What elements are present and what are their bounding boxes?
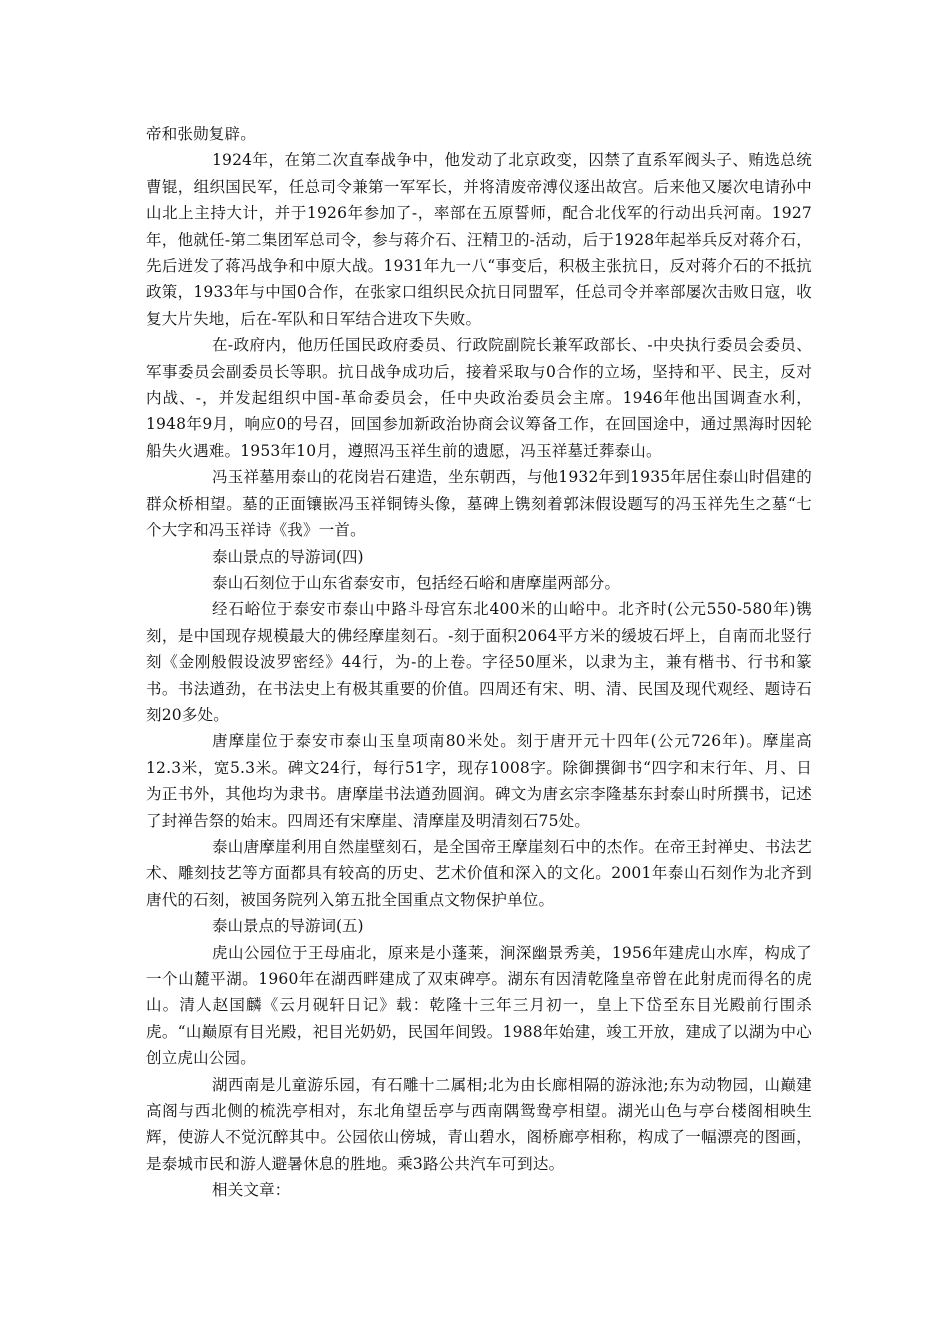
document-body bbox=[146, 121, 812, 1204]
paragraph-hushan-layout: 湖西南是儿童游乐园，有石雕十二属相;北为由长廊相隔的游泳池;东为动物园，山巅建高阁与西北侧的梳洗亭相对，东北角望岳亭与西南隅鸳鸯亭相望。湖光山色与亭台楼阁相映生辉，使游人不觉沉醉其中。公园依山傍城，青山碧水，阁桥廊亭相称，构成了一幅漂亮的图画，是泰城市民和游人避暑休息的胜地。乘3路公共汽车可到达。 bbox=[146, 1075, 812, 1173]
paragraph-feng-tomb: 冯玉祥墓用泰山的花岗岩石建造，坐东朝西，与他1932年到1935年居住泰山时倡建的群众桥相望。墓的正面镶嵌冯玉祥铜铸头像，墓碑上镌刻着郭沫假设题写的冯玉祥先生之墓“七个大字和冯玉祥诗《我》一首。 bbox=[146, 468, 812, 540]
related-articles-label[interactable]: 相关文章： bbox=[212, 1181, 291, 1200]
paragraph-tang-moya-value: 泰山唐摩崖利用自然崖壁刻石，是全国帝王摩崖刻石中的杰作。在帝王封禅史、书法艺术、雕刻技艺等方面都具有较高的历史、艺术价值和深入的文化。2001年泰山石刻作为北齐到唐代的石刻，被国务院列入第五批全国重点文物保护单位。 bbox=[146, 837, 812, 909]
paragraph-stone-carvings-intro: 泰山石刻位于山东省泰安市，包括经石峪和唐摩崖两部分。 bbox=[212, 573, 621, 592]
paragraph-continuation: 帝和张勋复辟。 bbox=[146, 125, 256, 143]
paragraph-jingshiyu: 经石峪位于泰安市泰山中路斗母宫东北400米的山峪中。北齐时(公元550-580年)镌刻，是中国现存规模最大的佛经摩崖刻石。-刻于面积2064平方米的缓坡石坪上，自南而北竖行刻《金刚般假设波罗密经》44行，为-的上卷。字径50厘米，以隶为主，兼有楷书、行书和篆书。书法遒劲，在书法史上有极其重要的价值。四周还有宋、明、清、民国及现代观经、题诗石刻20多处。 bbox=[146, 600, 812, 724]
section-heading-4: 泰山景点的导游词(四) bbox=[212, 547, 364, 566]
paragraph-government-career: 在-政府内，他历任国民政府委员、行政院副院长兼军政部长、-中央执行委员会委员、军事委员会副委员长等职。抗日战争成功后，接着采取与0合作的立场，坚持和平、民主，反对内战、-，并发起组织中国-革命委员会，任中央政治委员会主席。1946年他出国调查水利，1948年9月，响应0的号召，回国参加新政治协商会议筹备工作，在回国途中，通过黑海时因轮船失火遇难。1953年10月，遵照冯玉祥生前的遗愿，冯玉祥墓迁葬泰山。 bbox=[146, 336, 812, 460]
section-heading-5: 泰山景点的导游词(五) bbox=[212, 917, 364, 936]
paragraph-tang-moya: 唐摩崖位于泰安市泰山玉皇项南80米处。刻于唐开元十四年(公元726年)。摩崖高12.3米，宽5.3米。碑文24行，每行51字，现存1008字。除御撰御书“四字和末行年、月、日为正书外，其他均为隶书。唐摩崖书法遒劲圆润。碑文为唐玄宗李隆基东封泰山时所撰书，记述了封禅告祭的始末。四周还有宋摩崖、清摩崖及明清刻石75处。 bbox=[146, 732, 812, 830]
paragraph-1924-coup: 1924年，在第二次直奉战争中，他发动了北京政变，囚禁了直系军阀头子、贿选总统曹锟，组织国民军，任总司令兼第一军军长，并将清废帝溥仪逐出故宫。后来他又屡次电请孙中山北上主持大计，并于1926年参加了-，率部在五原誓师，配合北伐军的行动出兵河南。1927年，他就任-第二集团军总司令，参与蒋介石、汪精卫的-活动，后于1928年起举兵反对蒋介石，先后迸发了蒋冯战争和中原大战。1931年九一八“事变后，积极主张抗日，反对蒋介石的不抵抗政策，1933年与中国0合作，在张家口组织民众抗日同盟军，任总司令并率部屡次击败日寇，收复大片失地，后在-军队和日军结合进攻下失败。 bbox=[146, 151, 812, 328]
paragraph-hushan-park: 虎山公园位于王母庙北，原来是小蓬莱，涧深幽景秀美，1956年建虎山水库，构成了一个山麓平湖。1960年在湖西畔建成了双束碑亭。湖东有因清乾隆皇帝曾在此射虎而得名的虎山。清人赵国麟《云月砚轩日记》载：乾隆十三年三月初一，皇上下岱至东目光殿前行围杀虎。“山巅原有目光殿，祀目光奶奶，民国年间毁。1988年始建，竣工开放，建成了以湖为中心创立虎山公园。 bbox=[146, 943, 812, 1068]
